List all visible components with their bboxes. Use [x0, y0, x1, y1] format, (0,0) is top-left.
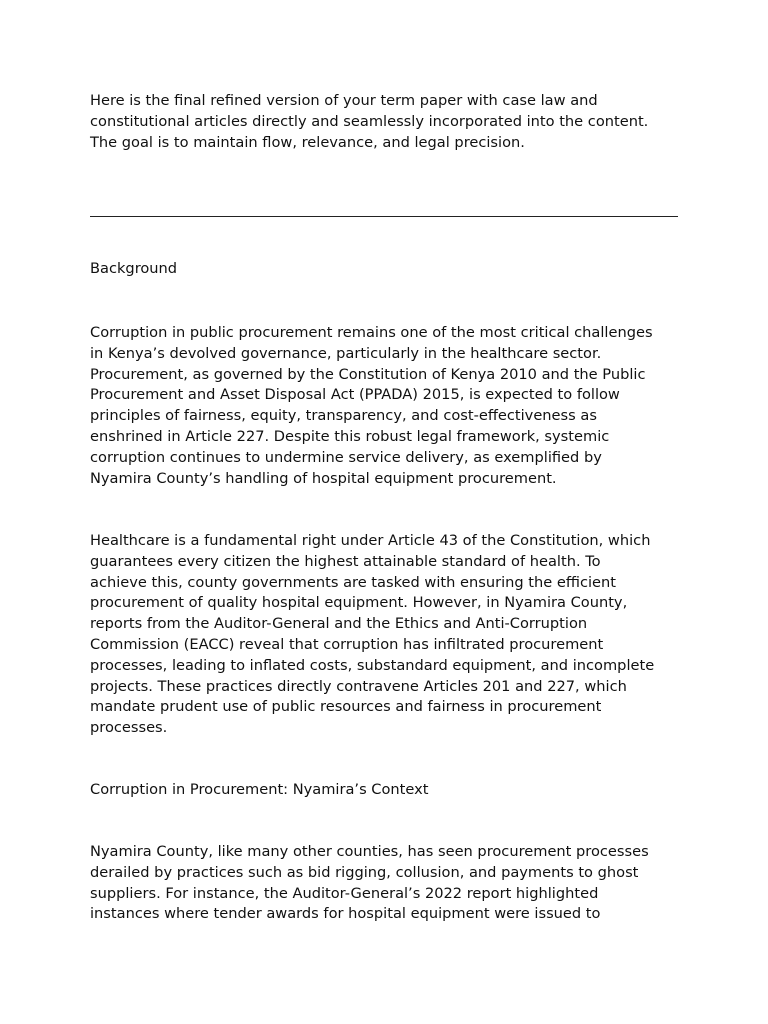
- paragraph-line: Nyamira County, like many other counties, has seen procurement processes: [90, 843, 649, 860]
- background-paragraph-2: [90, 531, 690, 739]
- paragraph-line: guarantees every citizen the highest attainable standard of health. To: [90, 552, 601, 570]
- paragraph-line: processes.: [90, 719, 168, 737]
- paragraph-line: principles of fairness, equity, transparency, and cost-effectiveness as: [90, 407, 597, 425]
- paragraph-line: Commission (EACC) reveal that corruption has infiltrated procurement: [90, 635, 604, 653]
- intro-paragraph: [90, 91, 690, 153]
- paragraph-line: in Kenya’s devolved governance, particularly in the healthcare sector.: [90, 344, 602, 362]
- background-heading: Background: [90, 260, 178, 277]
- paragraph-line: procurement of quality hospital equipment. However, in Nyamira County,: [90, 594, 628, 612]
- context-paragraph-1: [90, 842, 690, 925]
- paragraph-line: Procurement and Asset Disposal Act (PPADA) 2015, is expected to follow: [90, 386, 620, 404]
- paragraph-line: mandate prudent use of public resources and fairness in procurement: [90, 698, 602, 716]
- paragraph-line: achieve this, county governments are tasked with ensuring the efficient: [90, 573, 616, 591]
- context-heading: Corruption in Procurement: Nyamira’s Context: [90, 781, 429, 798]
- paragraph-line: corruption continues to undermine service delivery, as exemplified by: [90, 448, 602, 466]
- paragraph-line: Nyamira County’s handling of hospital equipment procurement.: [90, 469, 557, 487]
- paragraph-line: Procurement, as governed by the Constitution of Kenya 2010 and the Public: [90, 365, 646, 383]
- paragraph-line: Corruption in public procurement remains one of the most critical challenges: [90, 324, 653, 341]
- paragraph-line: enshrined in Article 227. Despite this robust legal framework, systemic: [90, 427, 610, 445]
- horizontal-divider: [90, 216, 678, 217]
- paragraph-line: projects. These practices directly contravene Articles 201 and 227, which: [90, 677, 627, 695]
- intro-line: The goal is to maintain flow, relevance, and legal precision.: [90, 133, 525, 151]
- paragraph-line: reports from the Auditor-General and the Ethics and Anti-Corruption: [90, 615, 588, 633]
- paragraph-line: suppliers. For instance, the Auditor-General’s 2022 report highlighted: [90, 884, 599, 902]
- paragraph-line: Healthcare is a fundamental right under Article 43 of the Constitution, which: [90, 532, 651, 549]
- intro-line: Here is the final refined version of your term paper with case law and: [90, 92, 598, 109]
- intro-line: constitutional articles directly and seamlessly incorporated into the content.: [90, 112, 649, 130]
- paragraph-line: derailed by practices such as bid rigging, collusion, and payments to ghost: [90, 863, 639, 881]
- paragraph-line: instances where tender awards for hospital equipment were issued to: [90, 905, 601, 923]
- paragraph-line: processes, leading to inflated costs, substandard equipment, and incomplete: [90, 656, 655, 674]
- background-paragraph-1: [90, 323, 690, 489]
